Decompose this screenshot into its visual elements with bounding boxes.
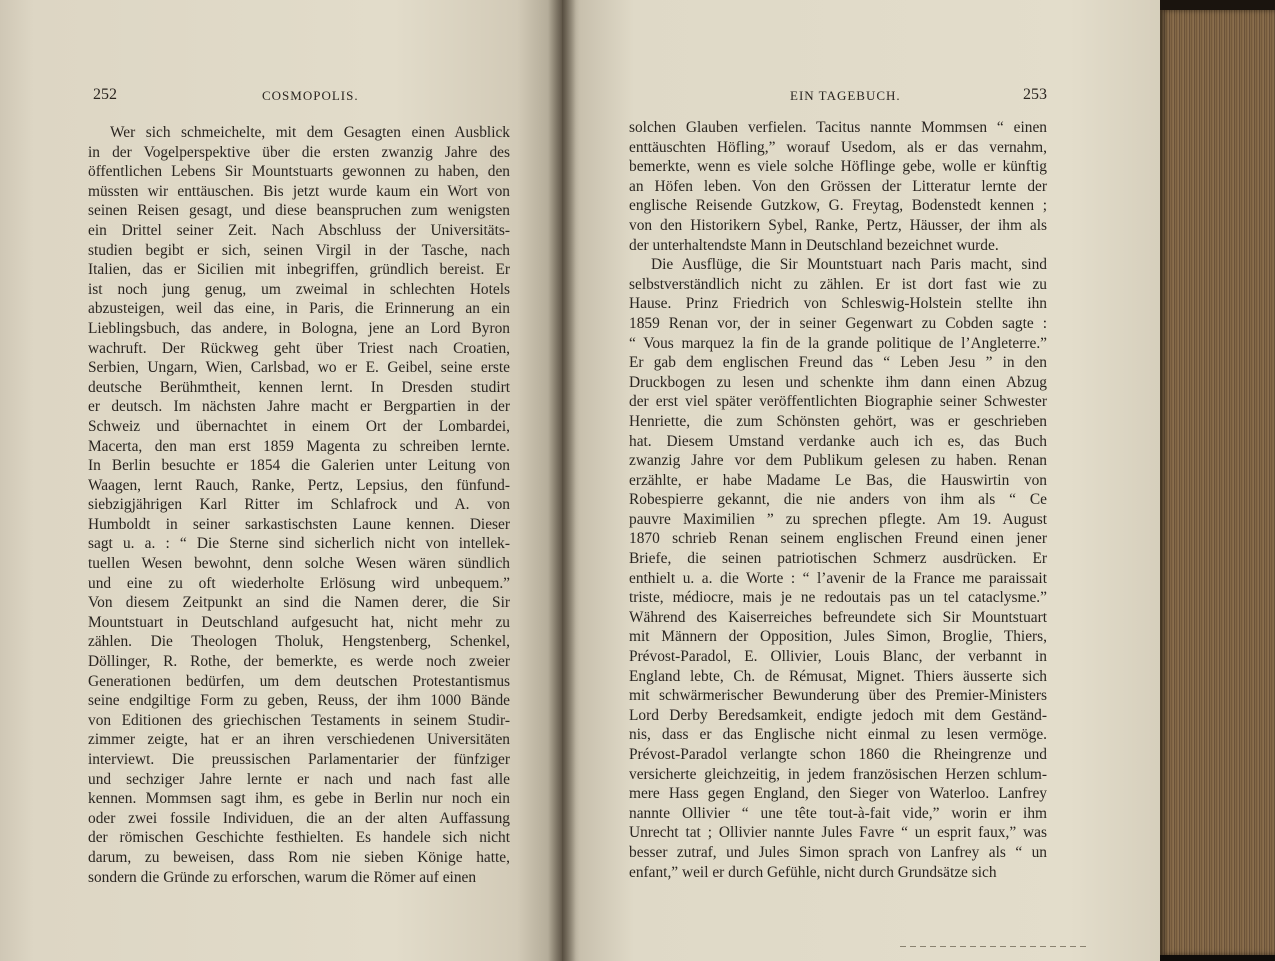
text-line: Während des Kaiserreiches befreundete sich Sir Mountstuart [629, 608, 1047, 626]
page-footer-rule [900, 946, 1090, 947]
text-line: von den Historikern Sybel, Ranke, Pertz, Häusser, der ihm als [629, 216, 1047, 234]
text-line: Lieblingsbuch, das andere, in Bologna, jene an Lord Byron [88, 319, 510, 337]
text-line: 1859 Renan vor, der in seiner Gegenwart zu Cobden sagte : [629, 314, 1047, 332]
text-line: Mountstuart in Deutschland aufgesucht hat, nicht mehr zu [88, 613, 510, 631]
text-line: mere Hass gegen England, den Sieger von Waterloo. Lanfrey [629, 785, 1047, 803]
text-line: Er gab dem englischen Freund das “ Leben Jesu ” in den [629, 354, 1047, 372]
text-line: kennen. Mommsen sagt ihm, es gebe in Berlin nur noch ein [88, 790, 510, 808]
text-line: sagt u. a. : “ Die Sterne sind sicherlich nicht von intellek- [88, 535, 510, 553]
text-line: 1870 schrieb Renan seinem englischen Freund einen jener [629, 530, 1047, 548]
text-line: Serbien, Ungarn, Wien, Carlsbad, wo er E. Geibel, seine erste [88, 359, 510, 377]
text-line: Robespierre gekannt, die nie anders von ihm als “ Ce [629, 491, 1047, 509]
book-gutter [548, 0, 576, 961]
text-line: der römischen Geschichte festhielten. Es handele sich nicht [88, 829, 510, 847]
text-line: Lord Derby Beredsamkeit, endigte jedoch mit dem Geständ- [629, 706, 1047, 724]
text-line: bemerkte, wenn es viele solche Höflinge gebe, wolle er künftig [629, 158, 1047, 176]
text-line: Schweiz und übernachtet in einem Ort der Lombardei, [88, 417, 510, 435]
text-line: siebzigjährigen Karl Ritter im Schlafrock und A. von [88, 496, 510, 514]
text-line: und sechziger Jahre lernte er nach und nach fast alle [88, 770, 510, 788]
text-line: Von diesem Zeitpunkt an sind die Namen derer, die Sir [88, 594, 510, 612]
text-line: “ Vous marquez la fin de la grande politique de l’Angleterre.” [629, 334, 1047, 352]
text-line: Döllinger, R. Rothe, der bemerkte, es werde noch zweier [88, 653, 510, 671]
text-line: Italien, das er Sicilien mit inbegriffen, gründlich bereist. Er [88, 261, 510, 279]
text-line: besser zutraf, und Jules Simon sprach von Lanfrey als “ un [629, 843, 1047, 861]
text-line: Druckbogen zu lesen und schenkte ihm dann einen Abzug [629, 373, 1047, 391]
text-line: wachruft. Der Rückweg geht über Triest nach Croatien, [88, 339, 510, 357]
text-line: Waagen, lernt Rauch, Ranke, Pertz, Lepsius, den fünfund- [88, 476, 510, 494]
text-line: und eine zu oft wiederholte Erlösung wird unbequem.” [88, 574, 510, 592]
text-line: Generationen bedürfen, um dem deutschen Protestantismus [88, 672, 510, 690]
text-line: der unterhaltendste Mann in Deutschland bezeichnet wurde. [629, 236, 999, 254]
text-line: tuellen Wesen bewohnt, denn solche Wesen wären sündlich [88, 555, 510, 573]
text-line: triste, médiocre, mais je ne redoutais pas un tel cataclysme.” [629, 589, 1047, 607]
text-line: zimmer zeigte, hat er an ihren verschiedenen Universitäten [88, 731, 510, 749]
page-body [629, 118, 1047, 882]
text-line: hat. Diesem Umstand verdanke auch ich es, das Buch [629, 432, 1047, 450]
text-line: enthielt u. a. die Worte : “ l’avenir de la France me paraissait [629, 569, 1047, 587]
text-line: zwanzig Jahre vor dem Publikum gelesen zu haben. Renan [629, 452, 1047, 470]
text-line: enttäuschten Höfling,” worauf Usedom, als er das vernahm, [629, 138, 1047, 156]
text-line: Prévost-Paradol, E. Ollivier, Louis Blanc, der verbannt in [629, 648, 1047, 666]
text-line: mit schwärmerischer Bewunderung über des Premier-Ministers [629, 687, 1047, 705]
text-line: mit Männern der Opposition, Jules Simon, Broglie, Thiers, [629, 628, 1047, 646]
text-line: müssten wir enttäuschen. Bis jetzt wurde kaum ein Wort von [88, 182, 510, 200]
text-line: von Editionen des griechischen Testaments in seinem Studir- [88, 711, 510, 729]
text-line: englische Reisende Gutzkow, G. Freytag, Bodenstedt kennen ; [629, 197, 1047, 215]
text-line: Unrecht tat ; Ollivier nannte Jules Favre “ un esprit faux,” was [629, 824, 1047, 842]
text-line: England lebte, Ch. de Rémusat, Mignet. Thiers äusserte sich [629, 667, 1047, 685]
running-head: COSMOPOLIS. [262, 88, 359, 103]
text-line: Hause. Prinz Friedrich von Schleswig-Holstein stellte ihn [629, 295, 1047, 313]
right-page [562, 0, 1160, 961]
text-line: zählen. Die Theologen Tholuk, Hengstenberg, Schenkel, [88, 633, 510, 651]
text-line: interviewt. Die preussischen Parlamentarier der fünfziger [88, 751, 510, 768]
text-line: studien begibt er sich, seinen Virgil in der Tasche, nach [88, 241, 510, 259]
text-line: enfant,” weil er durch Gefühle, nicht durch Grundsätze sich [629, 863, 997, 881]
text-line: in der Vogelperspektive über die ersten zwanzig Jahre des [88, 143, 510, 161]
text-line: deutsche Berühmtheit, kennen lernt. In Dresden studirt [88, 378, 510, 396]
text-line: seinen Reisen gesagt, und diese beanspruchen zum wenigsten [88, 202, 510, 220]
page-number: 253 [1023, 86, 1047, 103]
text-line: Henriette, die zum Schönsten gehört, was er geschrieben [629, 412, 1047, 430]
text-line: Humboldt in seiner sarkastischsten Laune kennen. Dieser [88, 515, 510, 533]
text-line: seine endgiltige Form zu geben, Reuss, der ihm 1000 Bände [88, 692, 510, 710]
page-edges [1160, 10, 1275, 955]
text-line: nis, dass er das Englische nicht einmal zu lesen vermöge. [629, 726, 1047, 744]
text-line: oder zwei fossile Individuen, die an der alten Auffassung [88, 809, 510, 827]
text-line: er deutsch. Im nächsten Jahre macht er Bergpartien in der [88, 398, 510, 416]
text-line: Macerta, den man erst 1859 Magenta zu schreiben lernte. [88, 437, 510, 455]
text-line: Prévost-Paradol verlangte schon 1860 die Rheingrenze und [629, 746, 1047, 763]
text-line: selbstverständlich nicht zu zählen. Er ist dort fast wie zu [629, 275, 1047, 293]
page-body [88, 123, 510, 887]
text-line: darum, zu beweisen, dass Rom nie sieben Könige hatte, [88, 848, 510, 866]
text-line: Briefe, die seinen patriotischen Schmerz ausdrücken. Er [629, 550, 1047, 568]
text-line: pauvre Maximilien ” zu sprechen pflegte. Am 19. August [629, 510, 1047, 528]
text-line: versicherte gleichzeitig, in jedem französischen Herzen schlum- [629, 765, 1047, 783]
text-line: In Berlin besuchte er 1854 die Galerien unter Leitung von [88, 457, 510, 475]
text-line: Wer sich schmeichelte, mit dem Gesagten einen Ausblick [110, 124, 510, 141]
text-line: ein Drittel seiner Zeit. Nach Abschluss der Universitäts- [88, 221, 510, 239]
text-line: erzählte, er habe Madame Le Bas, die Hauswirtin von [629, 471, 1047, 489]
running-head: EIN TAGEBUCH. [790, 88, 901, 103]
text-line: abzusteigen, weil das eine, in Paris, die Erinnerung an ein [88, 300, 510, 318]
text-line: an Höfen leben. Von den Grössen der Litteratur lernte der [629, 177, 1047, 195]
text-line: solchen Glauben verfielen. Tacitus nannte Mommsen “ einen [629, 119, 1047, 136]
text-line: ist noch jung genug, um zweimal in schlechten Hotels [88, 280, 510, 298]
text-line: öffentlichen Lebens Sir Mountstuarts gewonnen zu haben, den [88, 163, 510, 181]
text-line: Die Ausflüge, die Sir Mountstuart nach Paris macht, sind [651, 256, 1047, 274]
text-line: sondern die Gründe zu erforschen, warum die Römer auf einen [88, 868, 477, 886]
text-line: nannte Ollivier “ une tête tout-à-fait vide,” worin er ihm [629, 804, 1047, 822]
page-number: 252 [93, 86, 117, 103]
text-line: der erst viel später veröffentlichten Biographie seiner Schwester [629, 393, 1047, 411]
left-page [0, 0, 562, 961]
